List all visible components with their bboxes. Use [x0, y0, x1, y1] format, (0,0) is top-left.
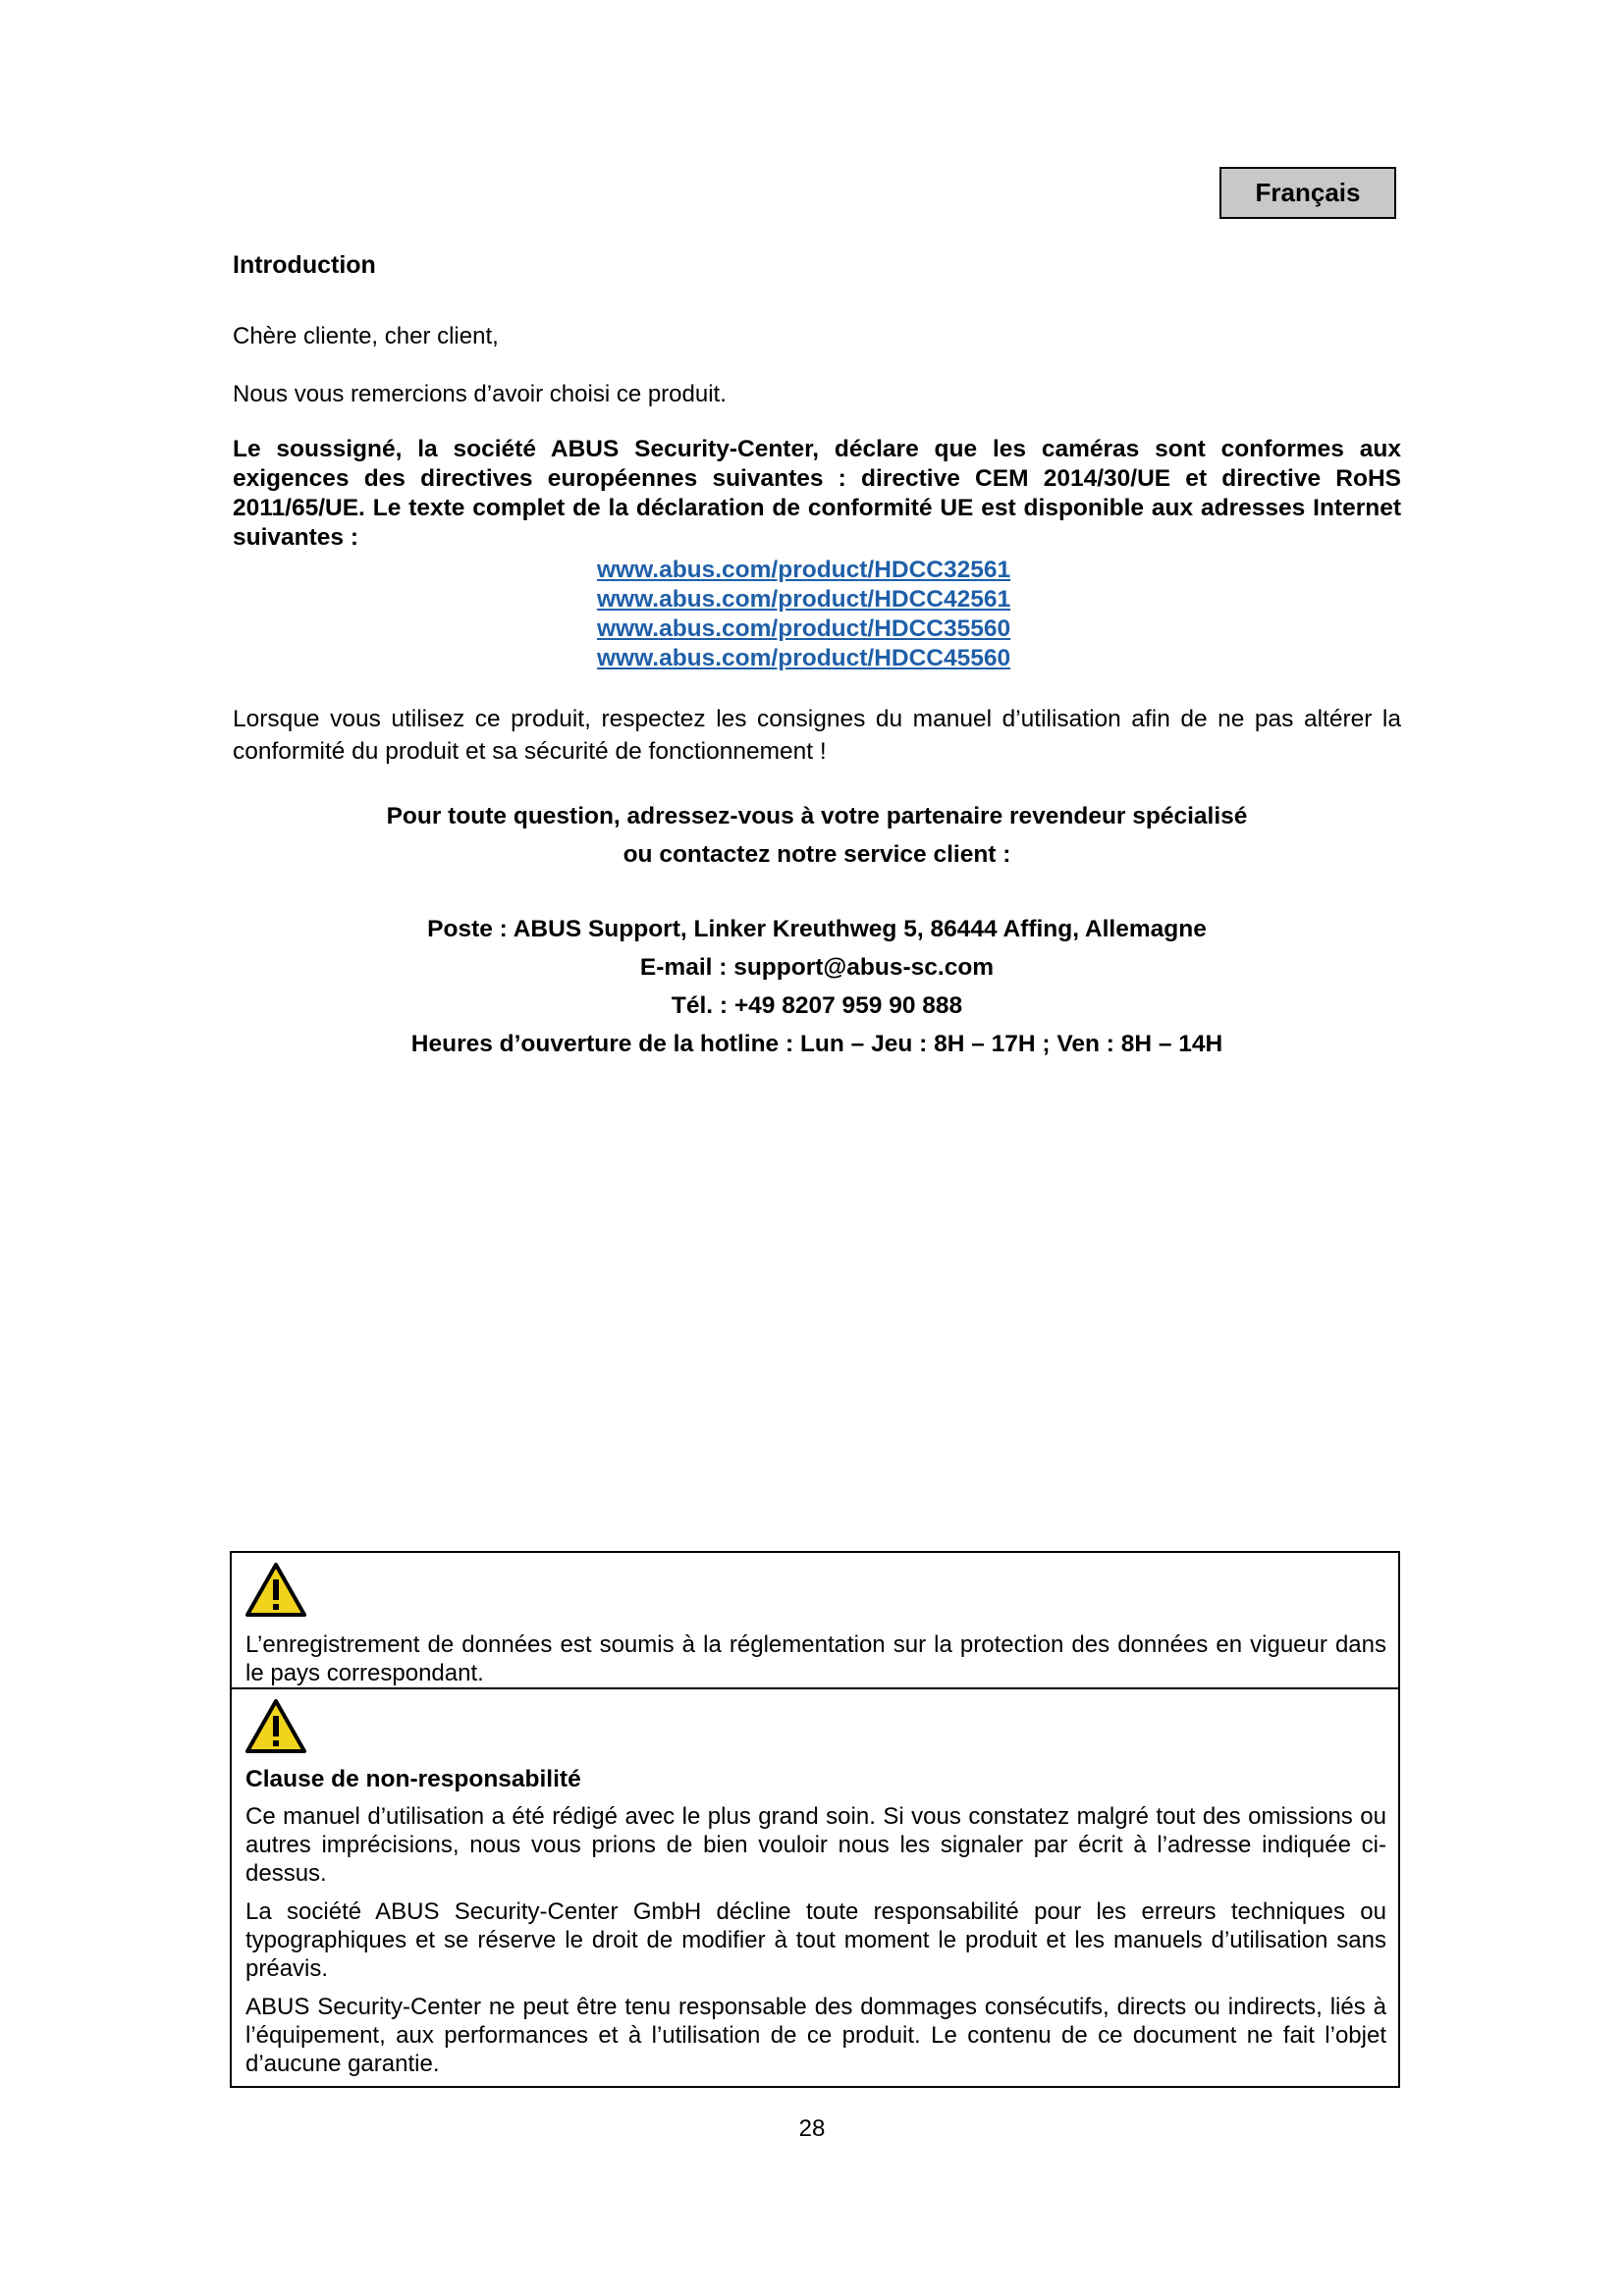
contact-intro-2: ou contactez notre service client :	[623, 841, 1011, 868]
section-heading: Introduction	[233, 251, 376, 279]
disclaimer-title: Clause de non-responsabilité	[245, 1766, 581, 1792]
contact-phone: Tél. : +49 8207 959 90 888	[671, 992, 963, 1019]
usage-notice: Lorsque vous utilisez ce produit, respectez les consignes du manuel d’utilisation afin de ne pas altérer la conformité du produit et sa sécurité de fonctionnement !	[233, 706, 1401, 765]
data-protection-notice	[230, 1551, 1400, 1689]
page-number: 28	[798, 2115, 826, 2142]
greeting-text: Chère cliente, cher client,	[233, 323, 499, 349]
conformity-link[interactable]: www.abus.com/product/HDCC35560	[597, 615, 1011, 642]
disclaimer-para-3: ABUS Security-Center ne peut être tenu responsable des dommages consécutifs, directs ou indirects, liés à l’équipement, aux performances et à l’utilisation de ce produit. Le contenu de ce document ne fait l’objet d’aucune garantie.	[245, 1994, 1386, 2077]
conformity-link[interactable]: www.abus.com/product/HDCC32561	[597, 557, 1011, 583]
conformity-declaration: Le soussigné, la société ABUS Security-Center, déclare que les caméras sont conformes aux exigences des directives européennes suivantes : directive CEM 2014/30/UE et directive RoHS 2011/65/UE. Le texte complet de la déclaration de conformité UE est disponible aux adresses Internet suivantes :	[233, 436, 1401, 551]
conformity-links	[597, 556, 1049, 673]
disclaimer-para-1: Ce manuel d’utilisation a été rédigé avec le plus grand soin. Si vous constatez malgré tout des omissions ou autres imprécisions, nous vous prions de bien vouloir nous les signaler par écrit à l’adresse indiquée ci-dessus.	[245, 1803, 1386, 1887]
contact-hours: Heures d’ouverture de la hotline : Lun – Jeu : 8H – 17H ; Ven : 8H – 14H	[410, 1031, 1223, 1057]
disclaimer-notice	[230, 1687, 1400, 2088]
data-protection-text: L’enregistrement de données est soumis à la réglementation sur la protection des données en vigueur dans le pays correspondant.	[245, 1631, 1386, 1686]
contact-post: Poste : ABUS Support, Linker Kreuthweg 5, 86444 Affing, Allemagne	[427, 916, 1207, 942]
disclaimer-para-2: La société ABUS Security-Center GmbH décline toute responsabilité pour les erreurs techniques ou typographiques et se réserve le droit de modifier à tout moment le produit et les manuels d’utilisation sans préavis.	[245, 1898, 1386, 1982]
contact-email: E-mail : support@abus-sc.com	[639, 954, 995, 981]
language-label: Français	[1219, 167, 1396, 219]
warning-icon	[245, 1699, 306, 1754]
conformity-link[interactable]: www.abus.com/product/HDCC42561	[597, 586, 1011, 613]
thanks-text: Nous vous remercions d’avoir choisi ce produit.	[233, 381, 727, 407]
warning-icon	[245, 1563, 306, 1618]
conformity-link[interactable]: www.abus.com/product/HDCC45560	[597, 645, 1011, 671]
contact-intro: Pour toute question, adressez-vous à votre partenaire revendeur spécialisé	[386, 803, 1248, 829]
